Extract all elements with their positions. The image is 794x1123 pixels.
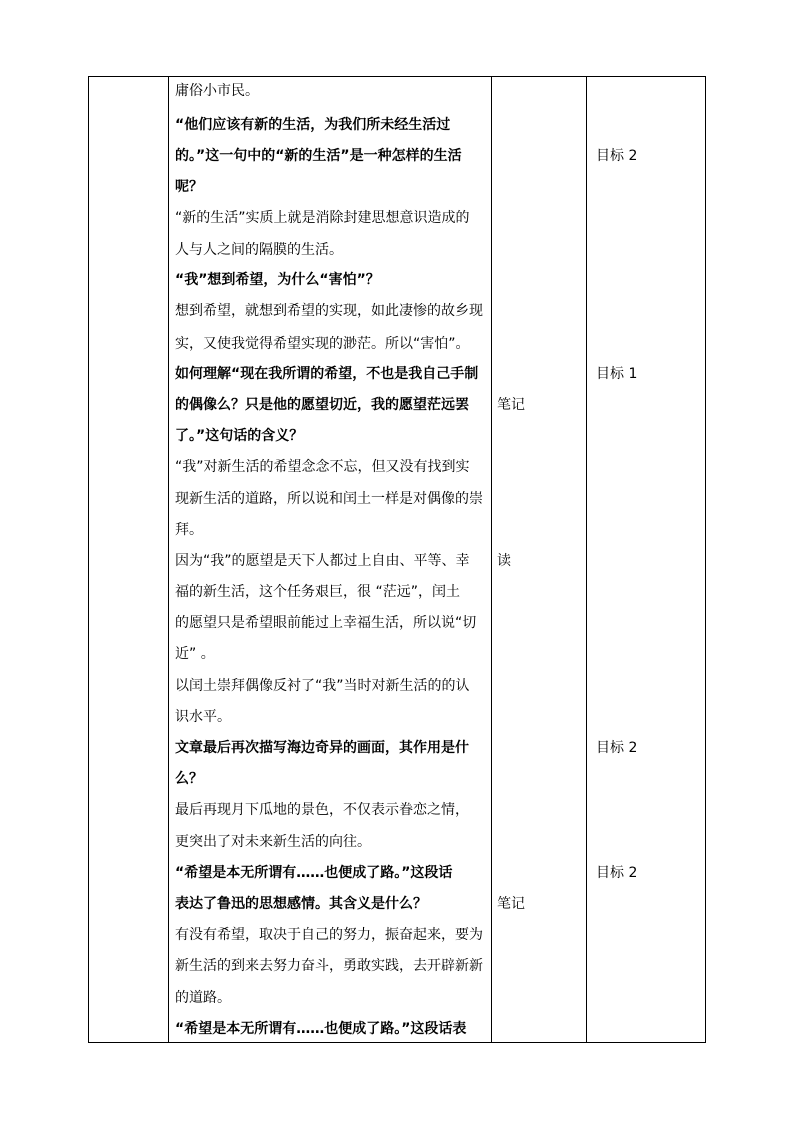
content-line: 现新生活的道路，所以说和闰土一样是对偶像的崇: [175, 491, 483, 507]
content-line: 以闰土崇拜偶像反衬了“我”当时对新生活的的认: [175, 678, 470, 694]
content-line: “他们应该有新的生活，为我们所未经生活过: [175, 117, 451, 133]
lesson-table: [88, 76, 706, 1043]
content-line: 人与人之间的隔膜的生活。: [175, 242, 343, 258]
content-line: 庸俗小市民。: [175, 83, 259, 99]
content-line: 的愿望只是希望眼前能过上幸福生活，所以说“切: [175, 615, 477, 631]
content-line: “希望是本无所谓有……也便成了路。”这段话表: [175, 1021, 467, 1037]
method-label: 笔记: [497, 397, 525, 413]
content-line: 的偶像么？只是他的愿望切近，我的愿望茫远罢: [175, 397, 469, 413]
content-line: 表达了鲁迅的思想感情。其含义是什么？: [175, 896, 427, 912]
content-line: “新的生活”实质上就是消除封建思想意识造成的: [175, 210, 470, 226]
content-line: 么？: [175, 771, 203, 787]
content-line: “我”想到希望，为什么“害怕”？: [175, 272, 380, 288]
column-divider: [491, 77, 492, 1042]
content-line: “我”对新生活的希望念念不忘，但又没有找到实: [175, 459, 470, 475]
content-line: 更突出了对未来新生活的向往。: [175, 834, 371, 850]
content-line: 最后再现月下瓜地的景色，不仅表示眷恋之情，: [175, 802, 469, 818]
content-line: 如何理解“现在我所谓的希望，不也是我自己手制: [175, 366, 479, 382]
content-line: 近” 。: [175, 646, 215, 662]
content-line: 想到希望，就想到希望的实现，如此凄惨的故乡现: [175, 303, 483, 319]
content-line: 因为“我”的愿望是天下人都过上自由、平等、幸: [175, 553, 470, 569]
method-label: 读: [497, 553, 511, 569]
goal-label: 目标 2: [596, 148, 638, 164]
content-line: 的。”这一句中的“新的生活”是一种怎样的生活: [175, 148, 462, 164]
content-line: 拜。: [175, 522, 203, 538]
content-line: 呢？: [175, 179, 203, 195]
content-line: “希望是本无所谓有……也便成了路。”这段话: [175, 865, 453, 881]
content-line: 福的新生活，这个任务艰巨，很 “茫远”，闰土: [175, 584, 460, 600]
content-line: 识水平。: [175, 709, 231, 725]
column-divider: [168, 77, 169, 1042]
goal-label: 目标 2: [596, 740, 638, 756]
content-line: 新生活的到来去努力奋斗，勇敢实践，去开辟新新: [175, 958, 483, 974]
content-line: 的道路。: [175, 990, 231, 1006]
content-line: 文章最后再次描写海边奇异的画面，其作用是什: [175, 740, 469, 756]
content-line: 实，又使我觉得希望实现的渺茫。所以“害怕”。: [175, 336, 470, 352]
method-label: 笔记: [497, 896, 525, 912]
column-divider: [586, 77, 587, 1042]
goal-label: 目标 1: [596, 366, 638, 382]
goal-label: 目标 2: [596, 865, 638, 881]
content-line: 有没有希望，取决于自己的努力，振奋起来，要为: [175, 927, 483, 943]
content-line: 了。”这句话的含义？: [175, 428, 304, 444]
